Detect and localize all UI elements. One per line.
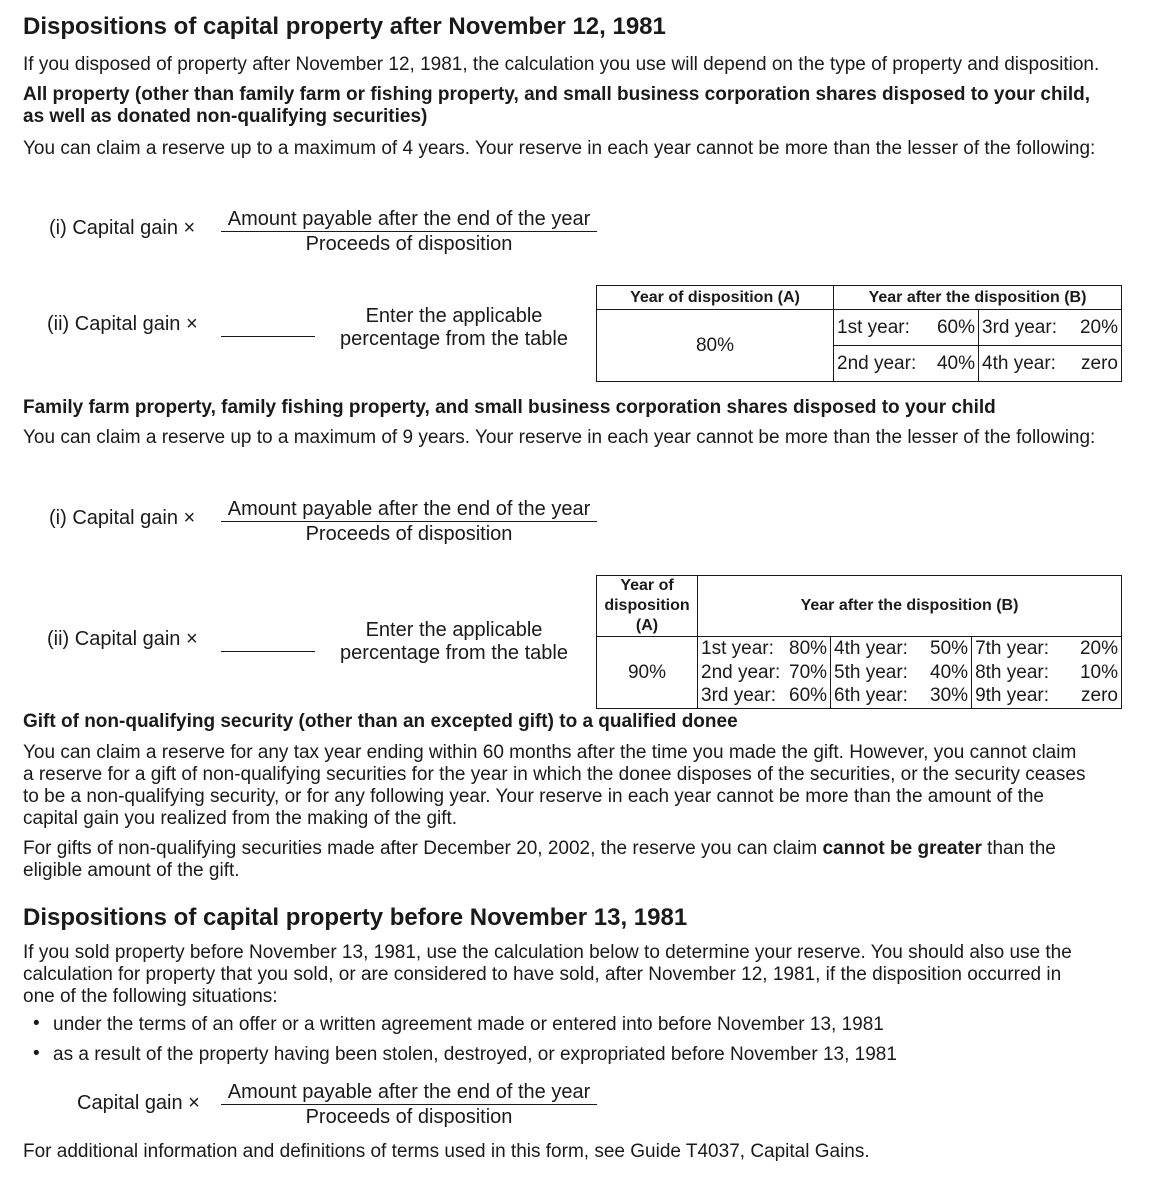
year-percentage: 80% [786, 637, 831, 661]
formula-label: Capital gain × [77, 1092, 200, 1114]
header-year-of-disposition: Year of disposition (A) [597, 286, 834, 310]
percentage-table-4-years [596, 285, 1122, 382]
year-label: 8th year: [972, 661, 1067, 685]
header-year-of-disposition [597, 576, 698, 637]
reserve-9-years-text: You can claim a reserve up to a maximum of 9 years. Your reserve in each year cannot be more than the lesser of the following: [23, 427, 1096, 448]
gift-para2-after: than the [981, 838, 1056, 859]
gift-para2-line1 [23, 838, 1056, 860]
year-label: 4th year: [979, 346, 1068, 382]
reserve-4-years-text: You can claim a reserve up to a maximum of 4 years. Your reserve in each year cannot be more than the lesser of the following: [23, 138, 1096, 159]
fraction-bar [221, 231, 597, 232]
formula-denominator: Proceeds of disposition [305, 1106, 513, 1128]
year-label: 4th year: [831, 637, 928, 661]
enter-percentage-line2: percentage from the table [340, 328, 568, 350]
before-para-line2: calculation for property that you sold, or are considered to have sold, after November 12, 1981, if the disposition occurred in [23, 964, 1062, 985]
year-label: 3rd year: [698, 685, 787, 709]
formula-numerator: Amount payable after the end of the year [227, 498, 591, 520]
year-label: 2nd year: [698, 661, 787, 685]
year-percentage: 40% [924, 346, 979, 382]
bullet-item-offer: under the terms of an offer or a written agreement made or entered into before November 13, 1981 [53, 1014, 884, 1035]
formula-denominator: Proceeds of disposition [305, 233, 513, 255]
section-title-after-1981: Dispositions of capital property after November 12, 1981 [23, 13, 666, 40]
all-property-subhead-line2: as well as donated non-qualifying securities) [23, 106, 428, 127]
bullet-item-stolen: as a result of the property having been stolen, destroyed, or expropriated before November 13, 1981 [53, 1044, 897, 1065]
percentage-table-9-years [596, 575, 1122, 709]
header-year-after-disposition: Year after the disposition (B) [698, 576, 1122, 637]
value-year-of-disposition: 80% [597, 310, 834, 382]
formula-numerator: Amount payable after the end of the year [227, 208, 591, 230]
gift-para1-line3: to be a non-qualifying security, or for any following year. Your reserve in each year cannot be more than the amount of the [23, 786, 1044, 807]
year-percentage: 50% [927, 637, 972, 661]
family-farm-subhead: Family farm property, family fishing property, and small business corporation shares disposed to your child [23, 397, 996, 418]
year-label: 5th year: [831, 661, 928, 685]
gift-para2-bold: cannot be greater [822, 838, 982, 859]
gift-para2-line2: eligible amount of the gift. [23, 860, 240, 881]
header-year-of-disposition-line2: disposition (A) [604, 597, 690, 634]
formula-denominator: Proceeds of disposition [305, 523, 513, 545]
year-label: 1st year: [834, 310, 925, 346]
intro-text: If you disposed of property after November 12, 1981, the calculation you use will depend on the type of property and disposition. [23, 54, 1100, 75]
year-percentage: 70% [786, 661, 831, 685]
year-percentage: 60% [786, 685, 831, 709]
year-percentage: 10% [1066, 661, 1121, 685]
gift-para2-before: For gifts of non-qualifying securities made after December 20, 2002, the reserve you can claim [23, 838, 823, 859]
year-percentage: 60% [924, 310, 979, 346]
year-label: 6th year: [831, 685, 928, 709]
year-label: 2nd year: [834, 346, 925, 382]
year-label: 7th year: [972, 637, 1067, 661]
enter-percentage-line2: percentage from the table [340, 642, 568, 664]
formula-i-label: (i) Capital gain × [49, 217, 196, 239]
formula-numerator: Amount payable after the end of the year [227, 1081, 591, 1103]
year-percentage: 40% [927, 661, 972, 685]
formula-ii-label: (ii) Capital gain × [47, 628, 198, 650]
enter-percentage-line1: Enter the applicable [365, 305, 543, 327]
year-percentage: zero [1066, 685, 1121, 709]
section-title-before-1981: Dispositions of capital property before November 13, 1981 [23, 904, 688, 931]
value-year-of-disposition: 90% [597, 637, 698, 709]
fraction-bar [221, 1104, 597, 1105]
before-para-line1: If you sold property before November 13, 1981, use the calculation below to determine your reserve. You should also use the [23, 942, 1072, 963]
gift-para1-line1: You can claim a reserve for any tax year ending within 60 months after the time you made the gift. However, you cannot claim [23, 742, 1077, 763]
formula-ii-label: (ii) Capital gain × [47, 313, 198, 335]
year-label: 9th year: [972, 685, 1067, 709]
year-percentage: 20% [1066, 637, 1121, 661]
gift-para1-line2: a reserve for a gift of non-qualifying securities for the year in which the donee disposes of the securities, or the security ceases [23, 764, 1086, 785]
gift-para1-line4: capital gain you realized from the making of the gift. [23, 808, 458, 829]
bullet-dot: • [33, 1043, 40, 1064]
year-percentage: 30% [927, 685, 972, 709]
formula-i-label: (i) Capital gain × [49, 507, 196, 529]
gift-subhead: Gift of non-qualifying security (other than an excepted gift) to a qualified donee [23, 711, 738, 732]
year-percentage: zero [1067, 346, 1122, 382]
blank-entry-line [221, 651, 315, 652]
year-label: 1st year: [698, 637, 787, 661]
enter-percentage-line1: Enter the applicable [365, 619, 543, 641]
fraction-bar [221, 521, 597, 522]
before-para-line3: one of the following situations: [23, 986, 278, 1007]
year-percentage: 20% [1067, 310, 1122, 346]
footer-guide-reference: For additional information and definitions of terms used in this form, see Guide T4037, Capital Gains. [23, 1141, 870, 1162]
all-property-subhead-line1: All property (other than family farm or fishing property, and small business corporation shares disposed to your child, [23, 84, 1090, 105]
bullet-dot: • [33, 1013, 40, 1034]
header-year-after-disposition: Year after the disposition (B) [834, 286, 1122, 310]
blank-entry-line [221, 336, 315, 337]
year-label: 3rd year: [979, 310, 1068, 346]
header-year-of-disposition-line1: Year of [620, 577, 674, 594]
